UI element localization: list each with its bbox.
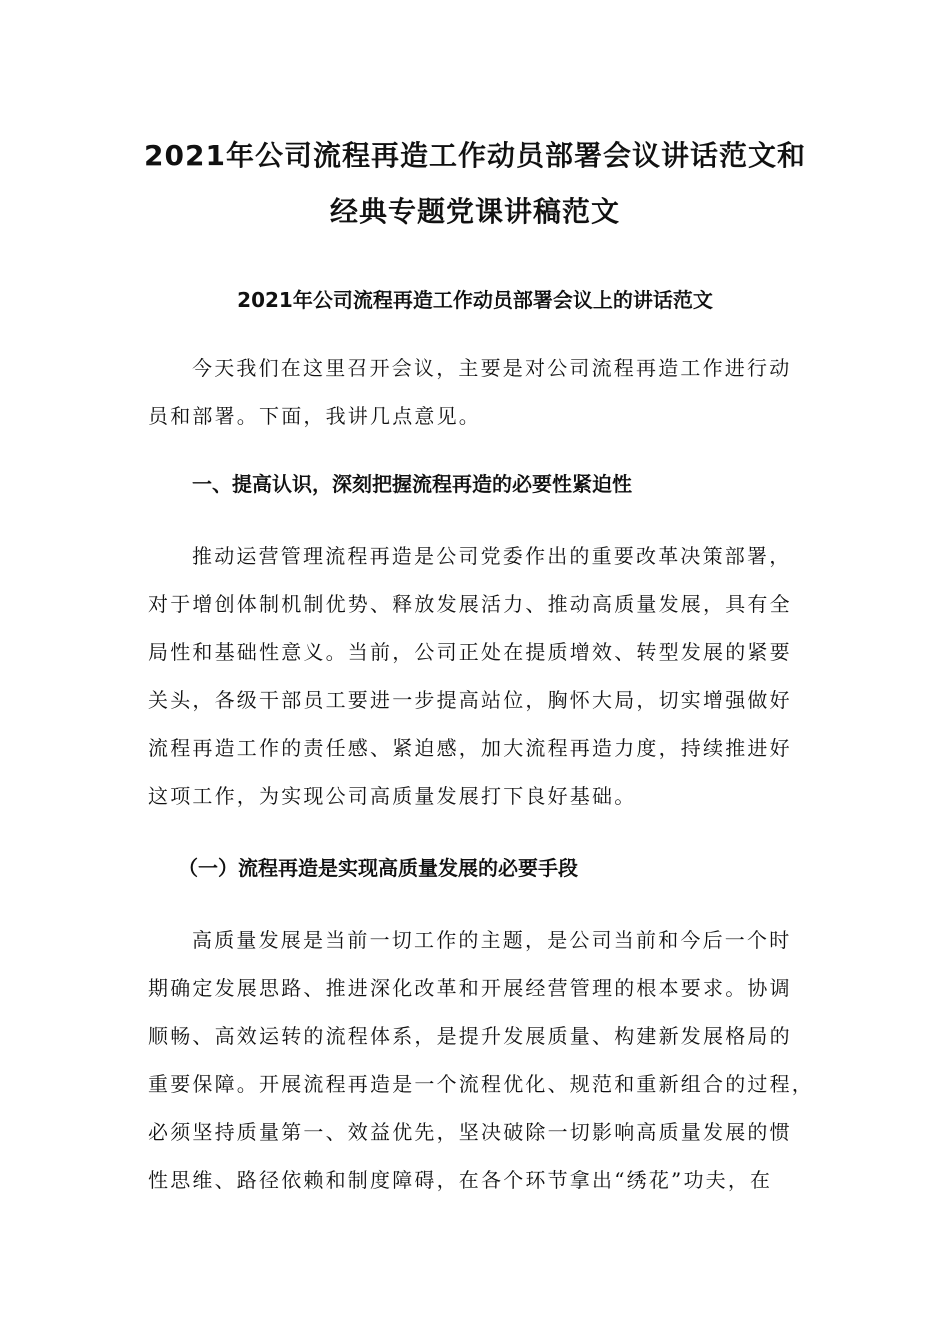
paragraph-line: 今天我们在这里召开会议，主要是对公司流程再造工作进行动 (192, 356, 792, 380)
title-line-2: 经典专题党课讲稿范文 (329, 195, 620, 228)
paragraph-line: 期确定发展思路、推进深化改革和开展经营管理的根本要求。协调 (148, 976, 792, 1000)
paragraph-line: 员和部署。下面，我讲几点意见。 (148, 404, 481, 428)
section1-paragraph (148, 532, 808, 820)
intro-paragraph (148, 344, 808, 440)
paragraph-line: 流程再造工作的责任感、紧迫感，加大流程再造力度，持续推进好 (148, 736, 792, 760)
paragraph-line: 必须坚持质量第一、效益优先，坚决破除一切影响高质量发展的惯 (148, 1120, 792, 1144)
speech-subtitle: 2021年公司流程再造工作动员部署会议上的讲话范文 (237, 288, 713, 312)
paragraph-line: 这项工作，为实现公司高质量发展打下良好基础。 (148, 784, 637, 808)
section-heading-1: 一、提高认识，深刻把握流程再造的必要性紧迫性 (192, 472, 632, 496)
document-title (120, 128, 830, 240)
subsection1-paragraph (148, 916, 814, 1204)
title-line-1: 2021年公司流程再造工作动员部署会议讲话范文和 (144, 139, 806, 172)
subsection-heading-1: （一）流程再造是实现高质量发展的必要手段 (178, 856, 578, 880)
paragraph-line: 对于增创体制机制优势、释放发展活力、推动高质量发展，具有全 (148, 592, 792, 616)
paragraph-line: 推动运营管理流程再造是公司党委作出的重要改革决策部署， (192, 544, 792, 568)
paragraph-line: 高质量发展是当前一切工作的主题，是公司当前和今后一个时 (192, 928, 792, 952)
paragraph-line: 顺畅、高效运转的流程体系，是提升发展质量、构建新发展格局的 (148, 1024, 792, 1048)
paragraph-line: 局性和基础性意义。当前，公司正处在提质增效、转型发展的紧要 (148, 640, 792, 664)
paragraph-line: 性思维、路径依赖和制度障碍，在各个环节拿出“绣花”功夫，在 (148, 1168, 773, 1192)
paragraph-line: 重要保障。开展流程再造是一个流程优化、规范和重新组合的过程， (148, 1072, 814, 1096)
paragraph-line: 关头，各级干部员工要进一步提高站位，胸怀大局，切实增强做好 (148, 688, 792, 712)
